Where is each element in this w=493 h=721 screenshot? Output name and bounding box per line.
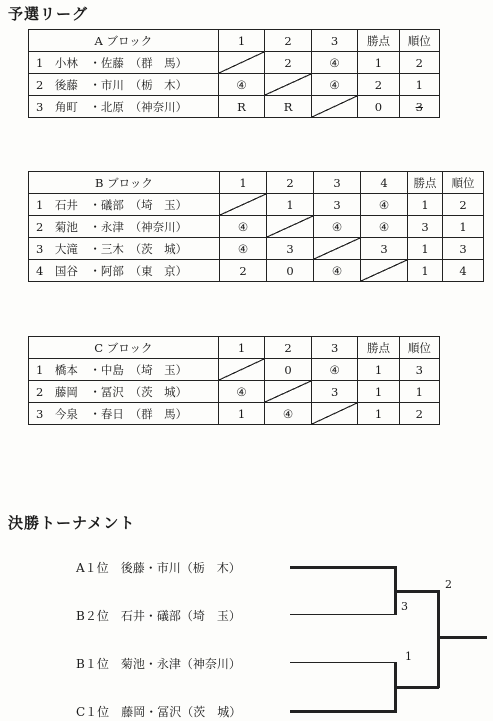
table-row (29, 403, 440, 425)
score-cell: ④ (314, 216, 361, 238)
block-name: B ブロック (29, 172, 220, 194)
block-a-table (28, 29, 440, 118)
pair-names: 橋本 ・中島 （埼 玉） (54, 362, 188, 377)
points-header: 勝点 (358, 337, 399, 359)
pair-cell (29, 216, 220, 238)
points-cell: 1 (358, 381, 399, 403)
bracket-score: 3 (401, 600, 408, 613)
score-cell: ④ (220, 216, 267, 238)
pair-names: 菊池 ・永津 （神奈川） (54, 219, 188, 234)
table-row (29, 194, 484, 216)
points-header: 勝点 (408, 172, 443, 194)
bracket-score: 1 (405, 650, 412, 663)
block-b-table (28, 171, 484, 282)
block-name: A ブロック (29, 30, 219, 52)
self-match-cell (361, 260, 408, 282)
pair-names: 大滝 ・三木 （茨 城） (54, 241, 188, 256)
points-cell: 3 (408, 216, 443, 238)
pair-number: 2 (36, 384, 44, 399)
pair-number: 2 (36, 219, 44, 234)
points-cell: 1 (408, 260, 443, 282)
header-row (29, 30, 440, 52)
entry-pair: 藤岡・冨沢（茨 城） (121, 705, 242, 719)
table-row (29, 52, 440, 74)
pair-cell (29, 260, 220, 282)
score-cell: ④ (361, 194, 408, 216)
score-cell: ④ (311, 359, 358, 381)
bracket-score: 2 (445, 578, 452, 591)
pair-cell (29, 74, 219, 96)
finals-entry (76, 703, 241, 720)
pair-names: 石井 ・礒部 （埼 玉） (54, 197, 188, 212)
score-cell: ④ (311, 52, 358, 74)
score-cell: 3 (361, 238, 408, 260)
points-cell: 1 (408, 238, 443, 260)
pair-cell (29, 359, 219, 381)
table-row (29, 74, 440, 96)
header-row (29, 337, 440, 359)
self-match-cell (311, 96, 358, 118)
table-row (29, 381, 440, 403)
entry-pair: 菊池・永津（神奈川） (120, 657, 241, 671)
column-header: 1 (220, 172, 267, 194)
self-match-cell (265, 381, 312, 403)
score-cell: 0 (265, 359, 312, 381)
self-match-cell (311, 403, 358, 425)
score-cell: R (218, 96, 265, 118)
score-cell: ④ (311, 74, 358, 96)
score-cell: 3 (311, 381, 358, 403)
pair-names: 小林 ・佐藤 （群 馬） (54, 55, 188, 70)
table-row (29, 216, 484, 238)
pair-number: 4 (36, 263, 44, 278)
finals-entry (76, 607, 241, 624)
pair-number: 1 (36, 362, 44, 377)
points-cell: 1 (408, 194, 443, 216)
rank-cell: 4 (443, 260, 484, 282)
pair-number: 3 (36, 99, 44, 114)
self-match-cell (314, 238, 361, 260)
points-cell: 1 (358, 52, 399, 74)
pair-names: 藤岡 ・冨沢 （茨 城） (54, 384, 188, 399)
column-header: 1 (218, 30, 265, 52)
bracket-line (394, 686, 439, 689)
pair-names: 今泉 ・春日 （群 馬） (54, 406, 188, 421)
score-cell: ④ (218, 381, 265, 403)
score-cell: 2 (220, 260, 267, 282)
pair-names: 後藤 ・市川 （栃 木） (54, 77, 188, 92)
pair-cell (29, 238, 220, 260)
score-cell: 2 (265, 52, 311, 74)
entry-seed: B２位 (76, 609, 109, 623)
block-name: C ブロック (29, 337, 219, 359)
points-cell: 1 (358, 403, 399, 425)
rank-cell: 1 (443, 216, 484, 238)
score-cell: 1 (218, 403, 265, 425)
self-match-cell (267, 216, 314, 238)
table-row (29, 96, 440, 118)
rank-header: 順位 (399, 337, 439, 359)
bracket-line (290, 662, 396, 663)
rank-cell: 1 (399, 74, 439, 96)
self-match-cell (218, 52, 265, 74)
entry-seed: A１位 (76, 561, 109, 575)
rank-cell: 2 (443, 194, 484, 216)
finals-entry (76, 655, 241, 672)
pair-number: 2 (36, 77, 44, 92)
score-cell: ④ (220, 238, 267, 260)
rank-header: 順位 (399, 30, 439, 52)
score-cell: ④ (218, 74, 265, 96)
self-match-cell (220, 194, 267, 216)
score-cell: ④ (265, 403, 312, 425)
pair-number: 3 (36, 406, 44, 421)
entry-pair: 後藤・市川（栃 木） (120, 561, 241, 575)
pair-cell (29, 52, 219, 74)
rank-cell: 1 (399, 381, 439, 403)
bracket-line (290, 566, 396, 569)
table-row (29, 359, 440, 381)
bracket-line (437, 636, 487, 639)
rank-cell: 3 (399, 96, 439, 118)
self-match-cell (265, 74, 311, 96)
finals-entry (76, 559, 241, 576)
column-header: 4 (361, 172, 408, 194)
bracket-line (290, 710, 396, 713)
score-cell: 0 (267, 260, 314, 282)
pair-cell (29, 194, 220, 216)
pair-number: 1 (36, 197, 44, 212)
column-header: 3 (311, 337, 358, 359)
score-cell: R (265, 96, 311, 118)
block-c-table (28, 336, 440, 425)
column-header: 3 (311, 30, 358, 52)
column-header: 3 (314, 172, 361, 194)
pair-cell (29, 403, 219, 425)
pair-cell (29, 381, 219, 403)
table-row (29, 238, 484, 260)
finals-title: 決勝トーナメント (8, 514, 136, 532)
pair-names: 角町 ・北原 （神奈川） (54, 99, 188, 114)
entry-seed: C１位 (76, 705, 110, 719)
points-cell: 1 (358, 359, 399, 381)
entry-pair: 石井・礒部（埼 玉） (120, 609, 241, 623)
points-cell: 2 (358, 74, 399, 96)
pair-cell (29, 96, 219, 118)
score-cell: 3 (314, 194, 361, 216)
pair-names: 国谷 ・阿部 （東 京） (54, 263, 188, 278)
column-header: 2 (265, 30, 311, 52)
pair-number: 1 (36, 55, 44, 70)
rank-cell: 3 (399, 359, 439, 381)
self-match-cell (218, 359, 265, 381)
bracket-line (437, 590, 440, 688)
table-row (29, 260, 484, 282)
bracket-line (394, 590, 439, 593)
rank-cell: 3 (443, 238, 484, 260)
entry-seed: B１位 (76, 657, 109, 671)
rank-cell: 2 (399, 403, 439, 425)
score-cell: 1 (267, 194, 314, 216)
score-cell: ④ (314, 260, 361, 282)
column-header: 1 (218, 337, 265, 359)
score-cell: ④ (361, 216, 408, 238)
qualifying-title: 予選リーグ (8, 5, 89, 23)
points-header: 勝点 (358, 30, 399, 52)
header-row (29, 172, 484, 194)
pair-number: 3 (36, 241, 44, 256)
points-cell: 0 (358, 96, 399, 118)
column-header: 2 (265, 337, 312, 359)
rank-cell: 2 (399, 52, 439, 74)
rank-header: 順位 (443, 172, 484, 194)
column-header: 2 (267, 172, 314, 194)
bracket-line (290, 614, 396, 615)
score-cell: 3 (267, 238, 314, 260)
